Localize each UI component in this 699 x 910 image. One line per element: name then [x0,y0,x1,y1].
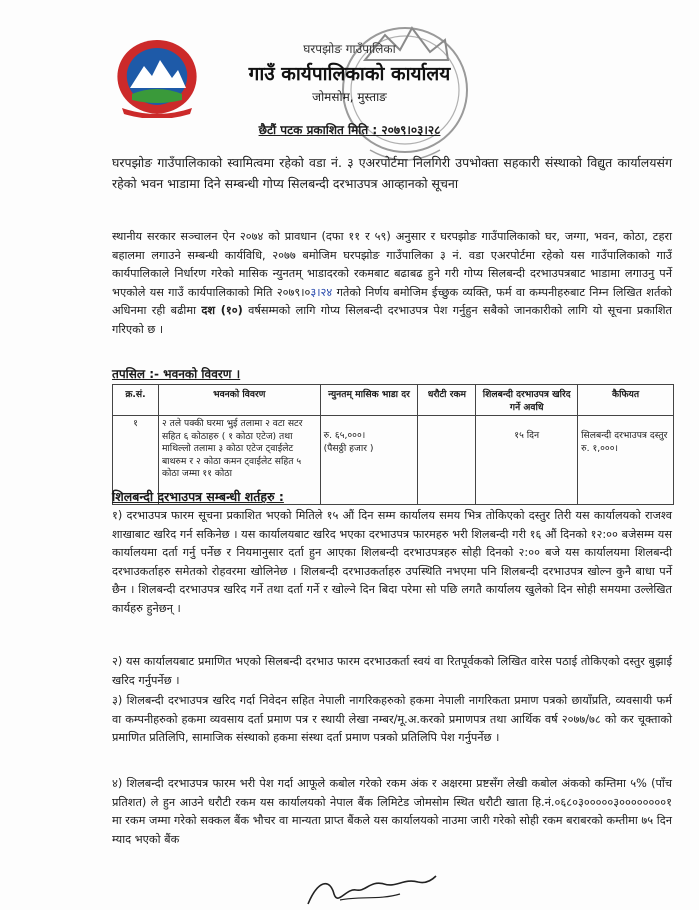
rent-amount: रु. ६५,०००। [323,430,366,441]
decision-date-highlight: ३।२४ [310,285,333,299]
signature-icon [300,870,440,910]
col-header-period: शिलबन्दी दरभाउपत्र खरिद गर्ने अवधि [476,385,578,416]
term-3: ३) शिलबन्दी दरभाउपत्र खरिद गर्दा निवेदन सहित नेपाली नागरिकहरुको हकमा नेपाली नागरिकता प्रमाण पत्रको छायाँप्रति, व्यवसायी फर्म वा कम्पनीहरुको हकमा व्यवसाय दर्ता प्रमाण पत्र र स्थायी लेखा नम्बर/मू.अ.करको प्रमाणपत्र तथा आर्थिक वर्ष २०७७/७८ को कर चूक्ताको प्रमाणित प्रतिलिपि, सामाजिक संस्थाको हकमा संस्था दर्ता प्रमाण पत्रको प्रतिलिपि पेश गर्नुपर्नेछ । [112,694,672,745]
building-details-table [112,384,674,505]
term-2: २) यस कार्यालयबाट प्रमाणित भएको सिलबन्दी दरभाउ फारम दरभाउकर्ता स्वयं वा रितपूर्वकको लिखित वारेस पठाई तोकिएको दस्तुर बुझाई खरिद गर्नुपर्नेछ । [112,655,672,687]
cell-sn: १ [113,416,159,505]
rent-words: (पैसठ्ठी हजार ) [323,442,374,454]
max-years: दश (१०) [201,304,243,318]
cell-period: १५ दिन [476,416,578,505]
col-header-description: भवनको विवरण [158,385,320,416]
table-section-label: तपसिल :- भवनको विवरण । [112,367,241,381]
table-header-row [113,385,674,416]
notice-subject: घरपझोङ गाउँपालिकाको स्वामित्वमा रहेको वडा नं. ३ एअरपोर्टमा निलगिरी उपभोक्ता सहकारी संस्थाको विद्युत कार्यालयसंग रहेको भवन भाडामा दिने सम्बन्धी गोप्य सिलबन्दी दरभाउपत्र आव्हानको सूचना [112,155,672,191]
cell-deposit [418,416,476,505]
cell-description: २ तले पक्की घरमा भुई तलामा २ वटा सटर सहित ६ कोठाहरु ( १ कोठा एटेज) तथा माथिल्लो तलामा ३ कोठा एटेज ट्वाईलेट बाथरुम र २ कोठा कमन ट्वाईलेट सहित ५ कोठा जम्मा ११ कोठा [158,416,320,505]
municipality-name: घरपझोङ गाउँपालिका [303,42,396,56]
terms-title: शिलबन्दी दरभाउपत्र सम्बन्धी शर्तहरु : [112,489,284,504]
office-address: जोमसोम, मुस्ताङ [312,90,387,104]
col-header-remarks: कैफियत [578,385,674,416]
cell-remarks: सिलबन्दी दरभाउपत्र दस्तुर रु. १,०००। [578,416,674,505]
cell-rent [320,416,418,505]
col-header-sn: क्र.सं. [113,385,159,416]
term-4: ४) शिलबन्दी दरभाउपत्र फारम भरी पेश गर्दा आफूले कबोल गरेको रकम अंक र अक्षरमा प्रष्टसँग लेखी कबोल अंकको कम्तिमा ५% (पाँच प्रतिशत) ले हुन आउने धरौटी रकम यस कार्यालयको नेपाल बैंक लिमिटेड जोमसोम स्थित धरौटी खाता हि.नं.०६८०३०००००३००००००००१ मा रकम जम्मा गरेको सक्कल बैंक भौचर वा मान्यता प्राप्त बैंकले यस कार्यालयको नाउमा जारी गरेको सोही रकम बराबरको कम्तीमा ७५ दिन म्याद भएको बैंक [112,777,672,846]
term-1: १) दरभाउपत्र फारम सूचना प्रकाशित भएको मितिले १५ औं दिन सम्म कार्यालय समय भित्र तोकिएको दस्तुर तिरी यस कार्यालयको राजश्व शाखाबाट खरिद गर्न सकिनेछ । यस कार्यालयबाट खरिद भएका दरभाउपत्र फारमहरु भरी शिलबन्दी गरी १६ औं दिनको १२:०० बजेसम्म यस कार्यालयमा दर्ता गर्नु पर्नेछ र नियमानुसार दर्ता हुन आएका शिलबन्दी दरभाउपत्रहरु सोही दिनको २:०० बजे यस कार्यालयमा शिलबन्दी दरभाउकर्ताहरु समेतको रोहवरमा खोलिनेछ । शिलबन्दी दरभाउकर्ताहरु उपस्थिति नभएमा पनि शिलबन्दी दरभाउपत्र खोल्न कुनै बाधा पर्ने छैन । शिलबन्दी दरभाउपत्र खरिद गर्ने तथा दर्ता गर्ने र खोल्ने दिन बिदा परेमा सो पछि लगतै कार्यालय खुलेको दिन सोही समयमा उल्लेखित कार्यहरु हुनेछन् । [112,509,672,615]
col-header-rent: न्युनतम् मासिक भाडा दर [320,385,418,416]
office-title: गाउँ कार्यपालिकाको कार्यालय [248,63,451,85]
intro-paragraph: स्थानीय सरकार सञ्चालन ऐन २०७४ को प्रावधान (दफा ११ र ५९) अनुसार र घरपझोङ गाउँपालिकाको घर, जग्गा, भवन, कोठा, टहरा बहालमा लगाउने सम्बन्धी कार्यविधि, २०७७ बमोजिम घरपझोङ गाउँपालिका ३ नं. वडा एअरपोर्टमा रहेको यस गाउँपालिकाको गाउँ कार्यपालिकाले निर्धारण गरेको मासिक न्युनतम् भाडादरको रकमबाट बढाबढ हुने गरी गोप्य सिलबन्दी दरभाउपत्रबाट भाडामा लगाउनु पर्ने भएकोले यस गाउँ कार्यपालिकाको मिति २०७९।०३।२४ गतेको निर्णय बमोजिम ईच्छुक व्यक्ति, फर्म वा कम्पनीहरुबाट निम्न लिखित शर्तको अधिनमा रही बढीमा दश (१०) वर्षसम्मको लागि गोप्य सिलबन्दी दरभाउपत्र पेश गर्नुहुन सबैको जानकारीको लागि यो सूचना प्रकाशित गरिएको छ । [112,230,672,336]
col-header-deposit: धरौटी रकम [418,385,476,416]
publish-date: छैटौं पटक प्रकाशित मिति : २०७९।०३।२८ [258,123,441,137]
